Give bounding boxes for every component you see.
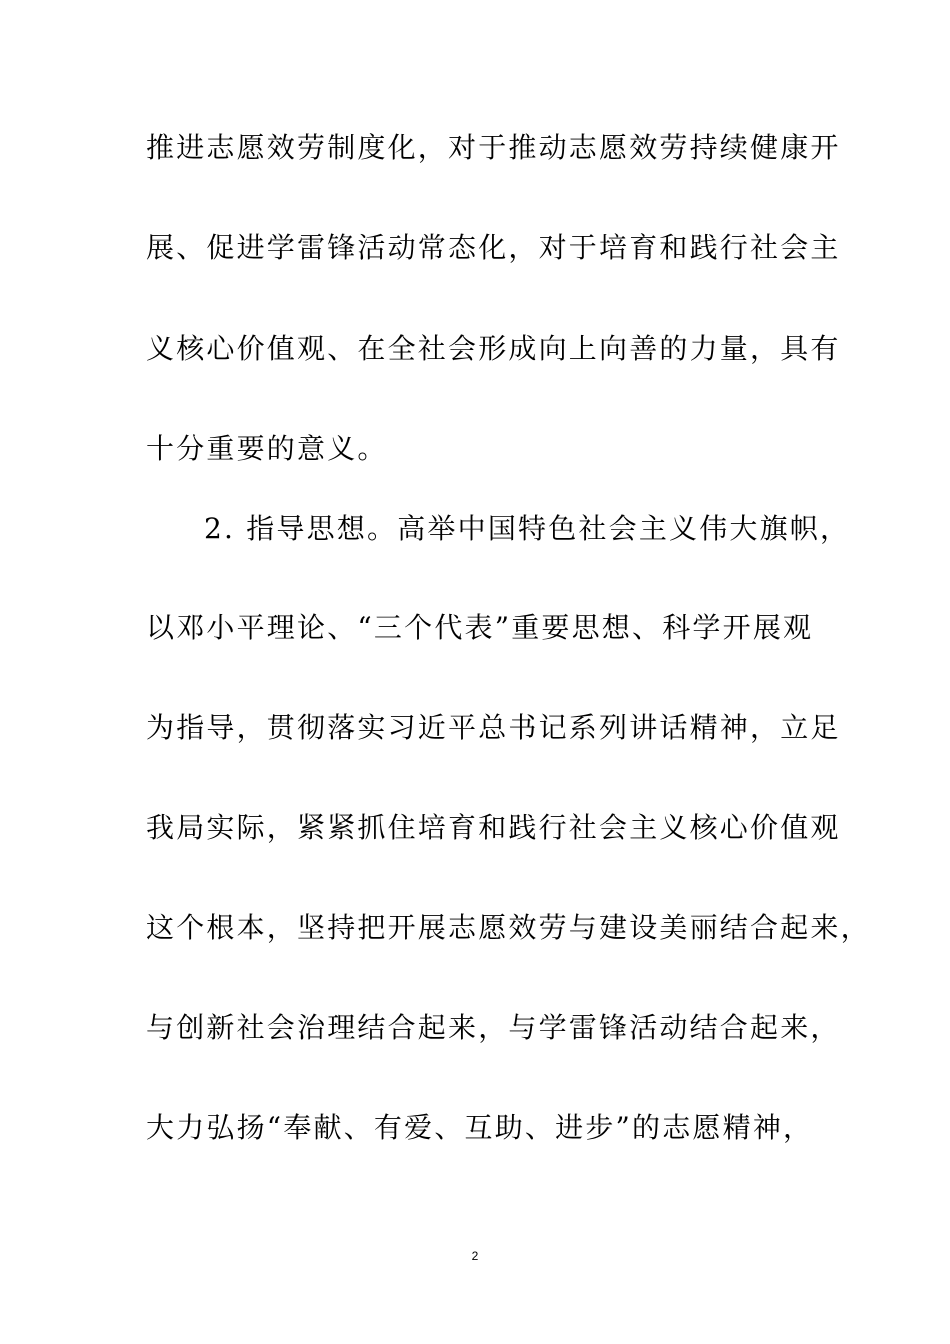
paragraph-1-line-1: 推进志愿效劳制度化，对于推动志愿效劳持续健康开 [146, 131, 841, 164]
paragraph-1-line-2: 展、促进学雷锋活动常态化，对于培育和践行社会主 [146, 231, 841, 264]
paragraph-2-line-4: 我局实际，紧紧抓住培育和践行社会主义核心价值观 [146, 811, 841, 844]
paragraph-2-line-5: 这个根本，坚持把开展志愿效劳与建设美丽结合起来， [146, 911, 871, 944]
paragraph-2-line-1: 2. 指导思想。高举中国特色社会主义伟大旗帜， [204, 512, 851, 545]
paragraph-2-line-3: 为指导，贯彻落实习近平总书记系列讲话精神，立足 [146, 711, 841, 744]
paragraph-1-line-3: 义核心价值观、在全社会形成向上向善的力量，具有 [146, 332, 841, 365]
paragraph-2-line-2: 以邓小平理论、“三个代表”重要思想、科学开展观 [146, 611, 814, 644]
paragraph-2-line-6: 与创新社会治理结合起来，与学雷锋活动结合起来， [146, 1011, 841, 1044]
paragraph-2-line-7: 大力弘扬“奉献、有爱、互助、进步”的志愿精神， [146, 1111, 814, 1144]
paragraph-1-line-4: 十分重要的意义。 [146, 432, 388, 465]
page-number: 2 [471, 1249, 479, 1263]
